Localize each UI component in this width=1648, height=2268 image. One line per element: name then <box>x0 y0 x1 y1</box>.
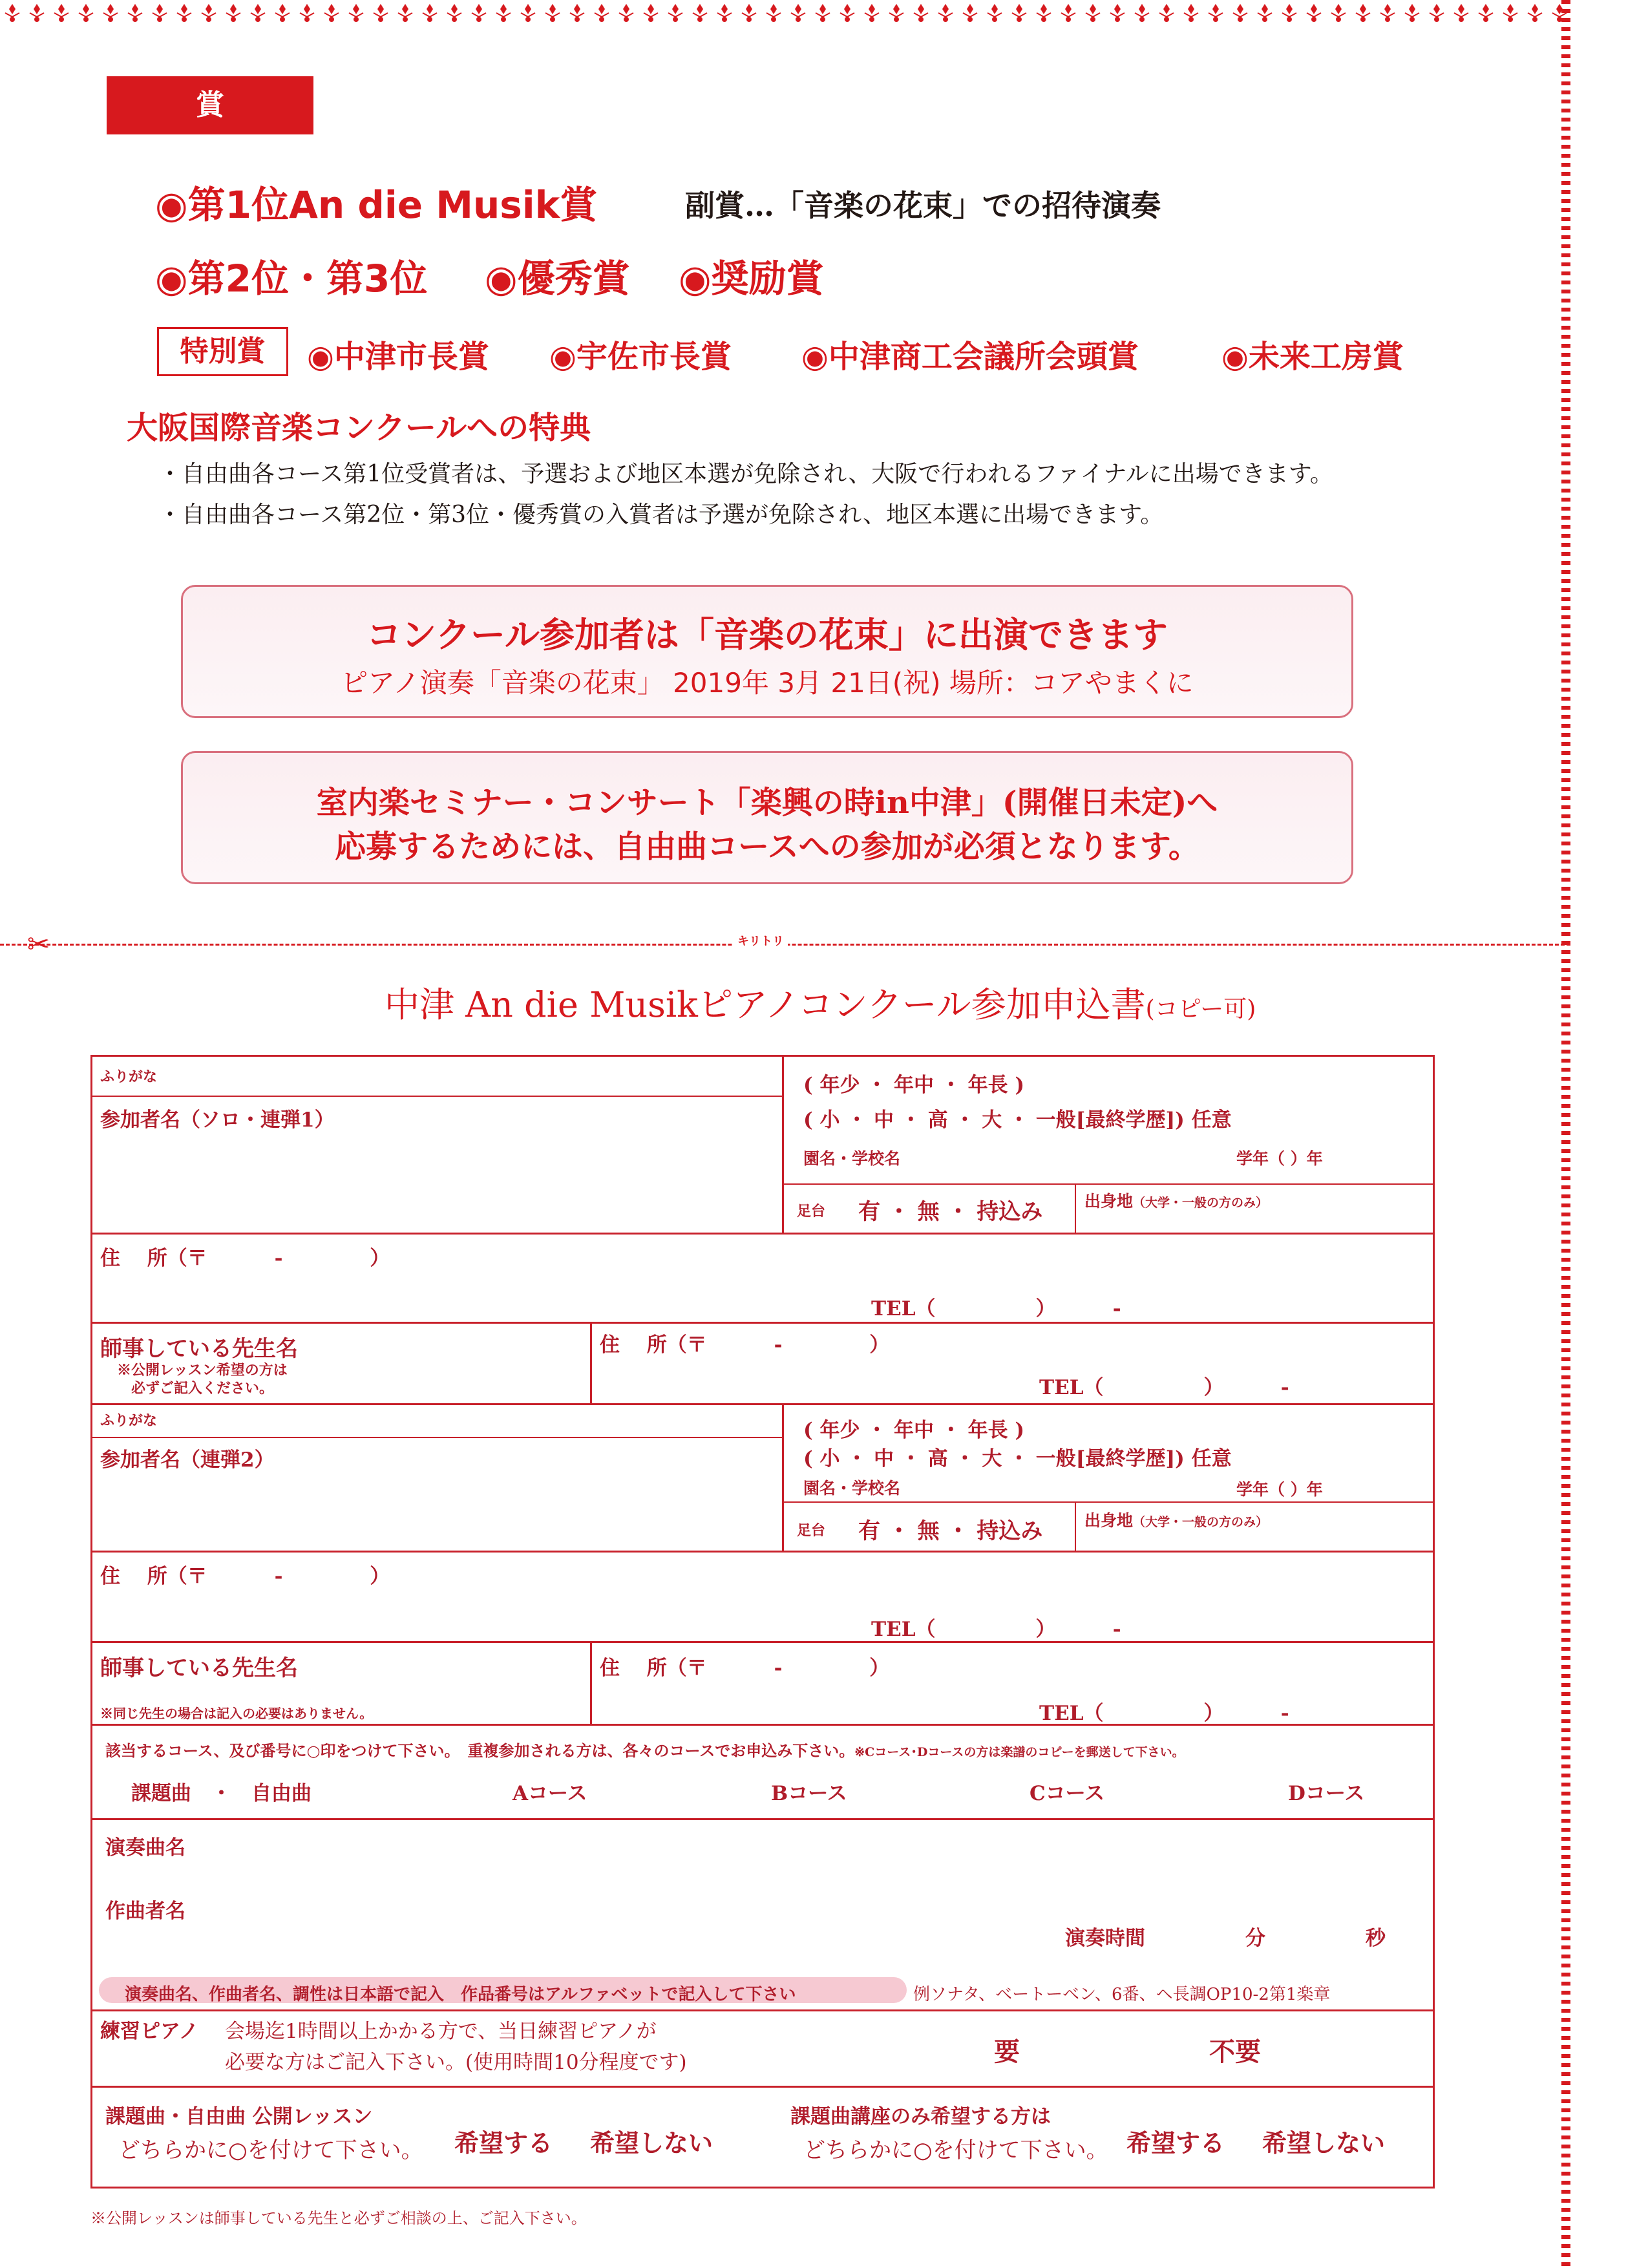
birthplace-note-2: （大学・一般の方のみ） <box>1133 1515 1269 1529</box>
footrest-options-2[interactable]: 有 ・ 無 ・ 持込み <box>858 1518 1043 1544</box>
osaka-title: 大阪国際音楽コンクールへの特典 <box>127 410 591 446</box>
teacher-address-label-1[interactable]: 住 所（〒 - ） <box>600 1333 890 1357</box>
osaka-item-1: ・自由曲各コース第1位受賞者は、予選および地区本選が免除され、大阪で行われるファイナルに出場できます。 <box>158 461 1333 487</box>
birthplace-text-1: 出身地 <box>1084 1192 1134 1211</box>
prize-encouragement: ◉奨励賞 <box>679 257 824 301</box>
decorative-right-border <box>1561 0 1570 2268</box>
duration-label[interactable]: 演奏時間 分 秒 <box>1065 1927 1386 1950</box>
notice-chamber-seminar <box>181 751 1353 884</box>
composer-field[interactable] <box>222 1891 1126 1929</box>
teacher-address-label-2[interactable]: 住 所（〒 - ） <box>600 1657 890 1680</box>
composer-label: 作曲者名 <box>105 1900 185 1923</box>
participant-2-name-field[interactable] <box>99 1470 777 1548</box>
course-option-type[interactable]: 課題曲 ・ 自由曲 <box>131 1782 312 1805</box>
practice-piano-noneed[interactable]: 不要 <box>1209 2037 1261 2067</box>
teacher-note-2: ※同じ先生の場合は記入の必要はありません。 <box>100 1706 373 1721</box>
participant-2-label: 参加者名（連弾2） <box>100 1448 275 1472</box>
practice-piano-label: 練習ピアノ <box>100 2020 199 2043</box>
footer-note: ※公開レッスンは師事している先生と必ずご相談の上、ご記入下さい。 <box>90 2209 587 2227</box>
lecture-option-wish[interactable]: 希望する <box>1126 2128 1225 2157</box>
course-instruction-note: ※Cコース･Dコースの方は楽譜のコピーを郵送して下さい。 <box>854 1745 1185 1759</box>
age-options-1b[interactable]: ( 小 ・ 中 ・ 高 ・ 大 ・ 一般[最終学歴]) 任意 <box>803 1108 1232 1132</box>
footrest-label-2: 足台 <box>797 1522 826 1539</box>
notice-1-sub: ピアノ演奏「音楽の花束」 2019年 3月 21日(祝) 場所：コアやまくに <box>341 667 1194 699</box>
notice-flower-bouquet <box>181 585 1353 718</box>
grade-label-2[interactable]: 学年（ ）年 <box>1236 1480 1323 1499</box>
course-instruction <box>105 1738 1185 1761</box>
address-label-1[interactable]: 住 所（〒 - ） <box>100 1247 390 1270</box>
first-prize: ◉第1位An die Musik賞 <box>155 183 598 227</box>
furigana-label-1: ふりがな <box>100 1068 158 1085</box>
language-note: 演奏曲名、作曲者名、調性は日本語で記入 作品番号はアルファベットで記入して下さい <box>125 1985 796 2004</box>
footrest-label-1: 足台 <box>797 1203 826 1220</box>
course-option-b[interactable]: Bコース <box>771 1782 847 1805</box>
age-options-1a[interactable]: ( 年少 ・ 年中 ・ 年長 ) <box>803 1074 1025 1097</box>
lecture-option-nowish[interactable]: 希望しない <box>1262 2128 1386 2157</box>
lesson-option-nowish[interactable]: 希望しない <box>590 2128 713 2157</box>
practice-piano-text-2: 必要な方はご記入下さい。(使用時間10分程度です) <box>225 2051 687 2074</box>
special-prize-chamber: ◉中津商工会議所会頭賞 <box>801 339 1139 375</box>
example-note: 例ソナタ、ベートーベン、6番、ヘ長調OP10-2第1楽章 <box>913 1985 1331 2004</box>
course-option-a[interactable]: Aコース <box>512 1782 587 1805</box>
teacher-label-2: 師事している先生名 <box>100 1655 298 1681</box>
school-label-1: 園名・学校名 <box>803 1149 901 1168</box>
cut-label: キリトリ <box>734 932 788 949</box>
award-header: 賞 <box>107 76 313 134</box>
participant-1-name-field[interactable] <box>99 1128 777 1230</box>
special-prize-mirai: ◉未来工房賞 <box>1221 339 1404 375</box>
scissors-icon: ✂ <box>27 928 50 960</box>
school-label-2: 園名・学校名 <box>803 1479 901 1498</box>
age-options-2b[interactable]: ( 小 ・ 中 ・ 高 ・ 大 ・ 一般[最終学歴]) 任意 <box>803 1447 1232 1470</box>
form-title <box>385 977 1256 1027</box>
prize-2nd-3rd: ◉第2位・第3位 <box>155 257 428 301</box>
lesson-label-1: 課題曲・自由曲 公開レッスン <box>105 2105 373 2128</box>
address-label-2[interactable]: 住 所（〒 - ） <box>100 1565 390 1588</box>
lecture-label-1: 課題曲講座のみ希望する方は <box>790 2105 1051 2128</box>
teacher-tel-label-2[interactable]: TEL（ ） - <box>1039 1702 1289 1725</box>
notice-2-line2: 応募するためには、自由曲コースへの参加が必須となります。 <box>335 829 1199 865</box>
course-instruction-text: 該当するコース、及び番号に○印をつけて下さい。 重複参加される方は、各々のコースでお申込み下さい。 <box>105 1741 855 1760</box>
practice-piano-text-1: 会場迄1時間以上かかる方で、当日練習ピアノが <box>225 2020 657 2043</box>
participant-1-label: 参加者名（ソロ・連弾1） <box>100 1108 335 1132</box>
special-prize-label: 特別賞 <box>157 327 288 376</box>
footrest-options-1[interactable]: 有 ・ 無 ・ 持込み <box>858 1199 1043 1225</box>
first-prize-extra: 副賞…「音楽の花束」での招待演奏 <box>685 188 1161 223</box>
piece-label: 演奏曲名 <box>105 1836 185 1860</box>
teacher-tel-label-1[interactable]: TEL（ ） - <box>1039 1376 1289 1399</box>
furigana-label-2: ふりがな <box>100 1412 158 1429</box>
tel-label-2[interactable]: TEL（ ） - <box>871 1618 1121 1641</box>
form-title-note: (コピー可) <box>1145 996 1256 1023</box>
prize-excellence: ◉優秀賞 <box>485 257 630 301</box>
course-option-c[interactable]: Cコース <box>1030 1782 1105 1805</box>
piece-field[interactable] <box>222 1826 1424 1865</box>
birthplace-text-2: 出身地 <box>1084 1511 1134 1530</box>
teacher-note-1b: 必ずご記入ください。 <box>131 1380 274 1397</box>
osaka-item-2: ・自由曲各コース第2位・第3位・優秀賞の入賞者は予選が免除され、地区本選に出場できます。 <box>158 502 1164 528</box>
tel-label-1[interactable]: TEL（ ） - <box>871 1297 1121 1320</box>
form-title-main: 中津 An die Musikピアノコンクール参加申込書 <box>385 984 1146 1025</box>
special-prize-mayor-nakatsu: ◉中津市長賞 <box>307 339 489 375</box>
birthplace-label-2 <box>1084 1508 1268 1531</box>
notice-1-title: コンクール参加者は「音楽の花束」に出演できます <box>366 614 1168 655</box>
special-prize-mayor-usa: ◉宇佐市長賞 <box>549 339 732 375</box>
application-form <box>90 1055 1435 2189</box>
lesson-label-2: どちらかに○を付けて下さい。 <box>118 2137 423 2163</box>
birthplace-note-1: （大学・一般の方のみ） <box>1133 1196 1269 1210</box>
lesson-option-wish[interactable]: 希望する <box>454 2128 553 2157</box>
teacher-label-1: 師事している先生名 <box>100 1336 298 1362</box>
birthplace-label-1 <box>1084 1189 1268 1212</box>
practice-piano-need[interactable]: 要 <box>994 2037 1020 2067</box>
notice-2-line1: 室内楽セミナー・コンサート「楽興の時in中津」(開催日未定)へ <box>316 785 1218 821</box>
age-options-2a[interactable]: ( 年少 ・ 年中 ・ 年長 ) <box>803 1419 1025 1442</box>
grade-label-1[interactable]: 学年（ ）年 <box>1236 1149 1323 1168</box>
teacher-note-1a: ※公開レッスン希望の方は <box>117 1362 288 1379</box>
lecture-label-2: どちらかに○を付けて下さい。 <box>803 2137 1108 2163</box>
decorative-top-border <box>0 0 1648 26</box>
course-option-d[interactable]: Dコース <box>1288 1782 1365 1805</box>
